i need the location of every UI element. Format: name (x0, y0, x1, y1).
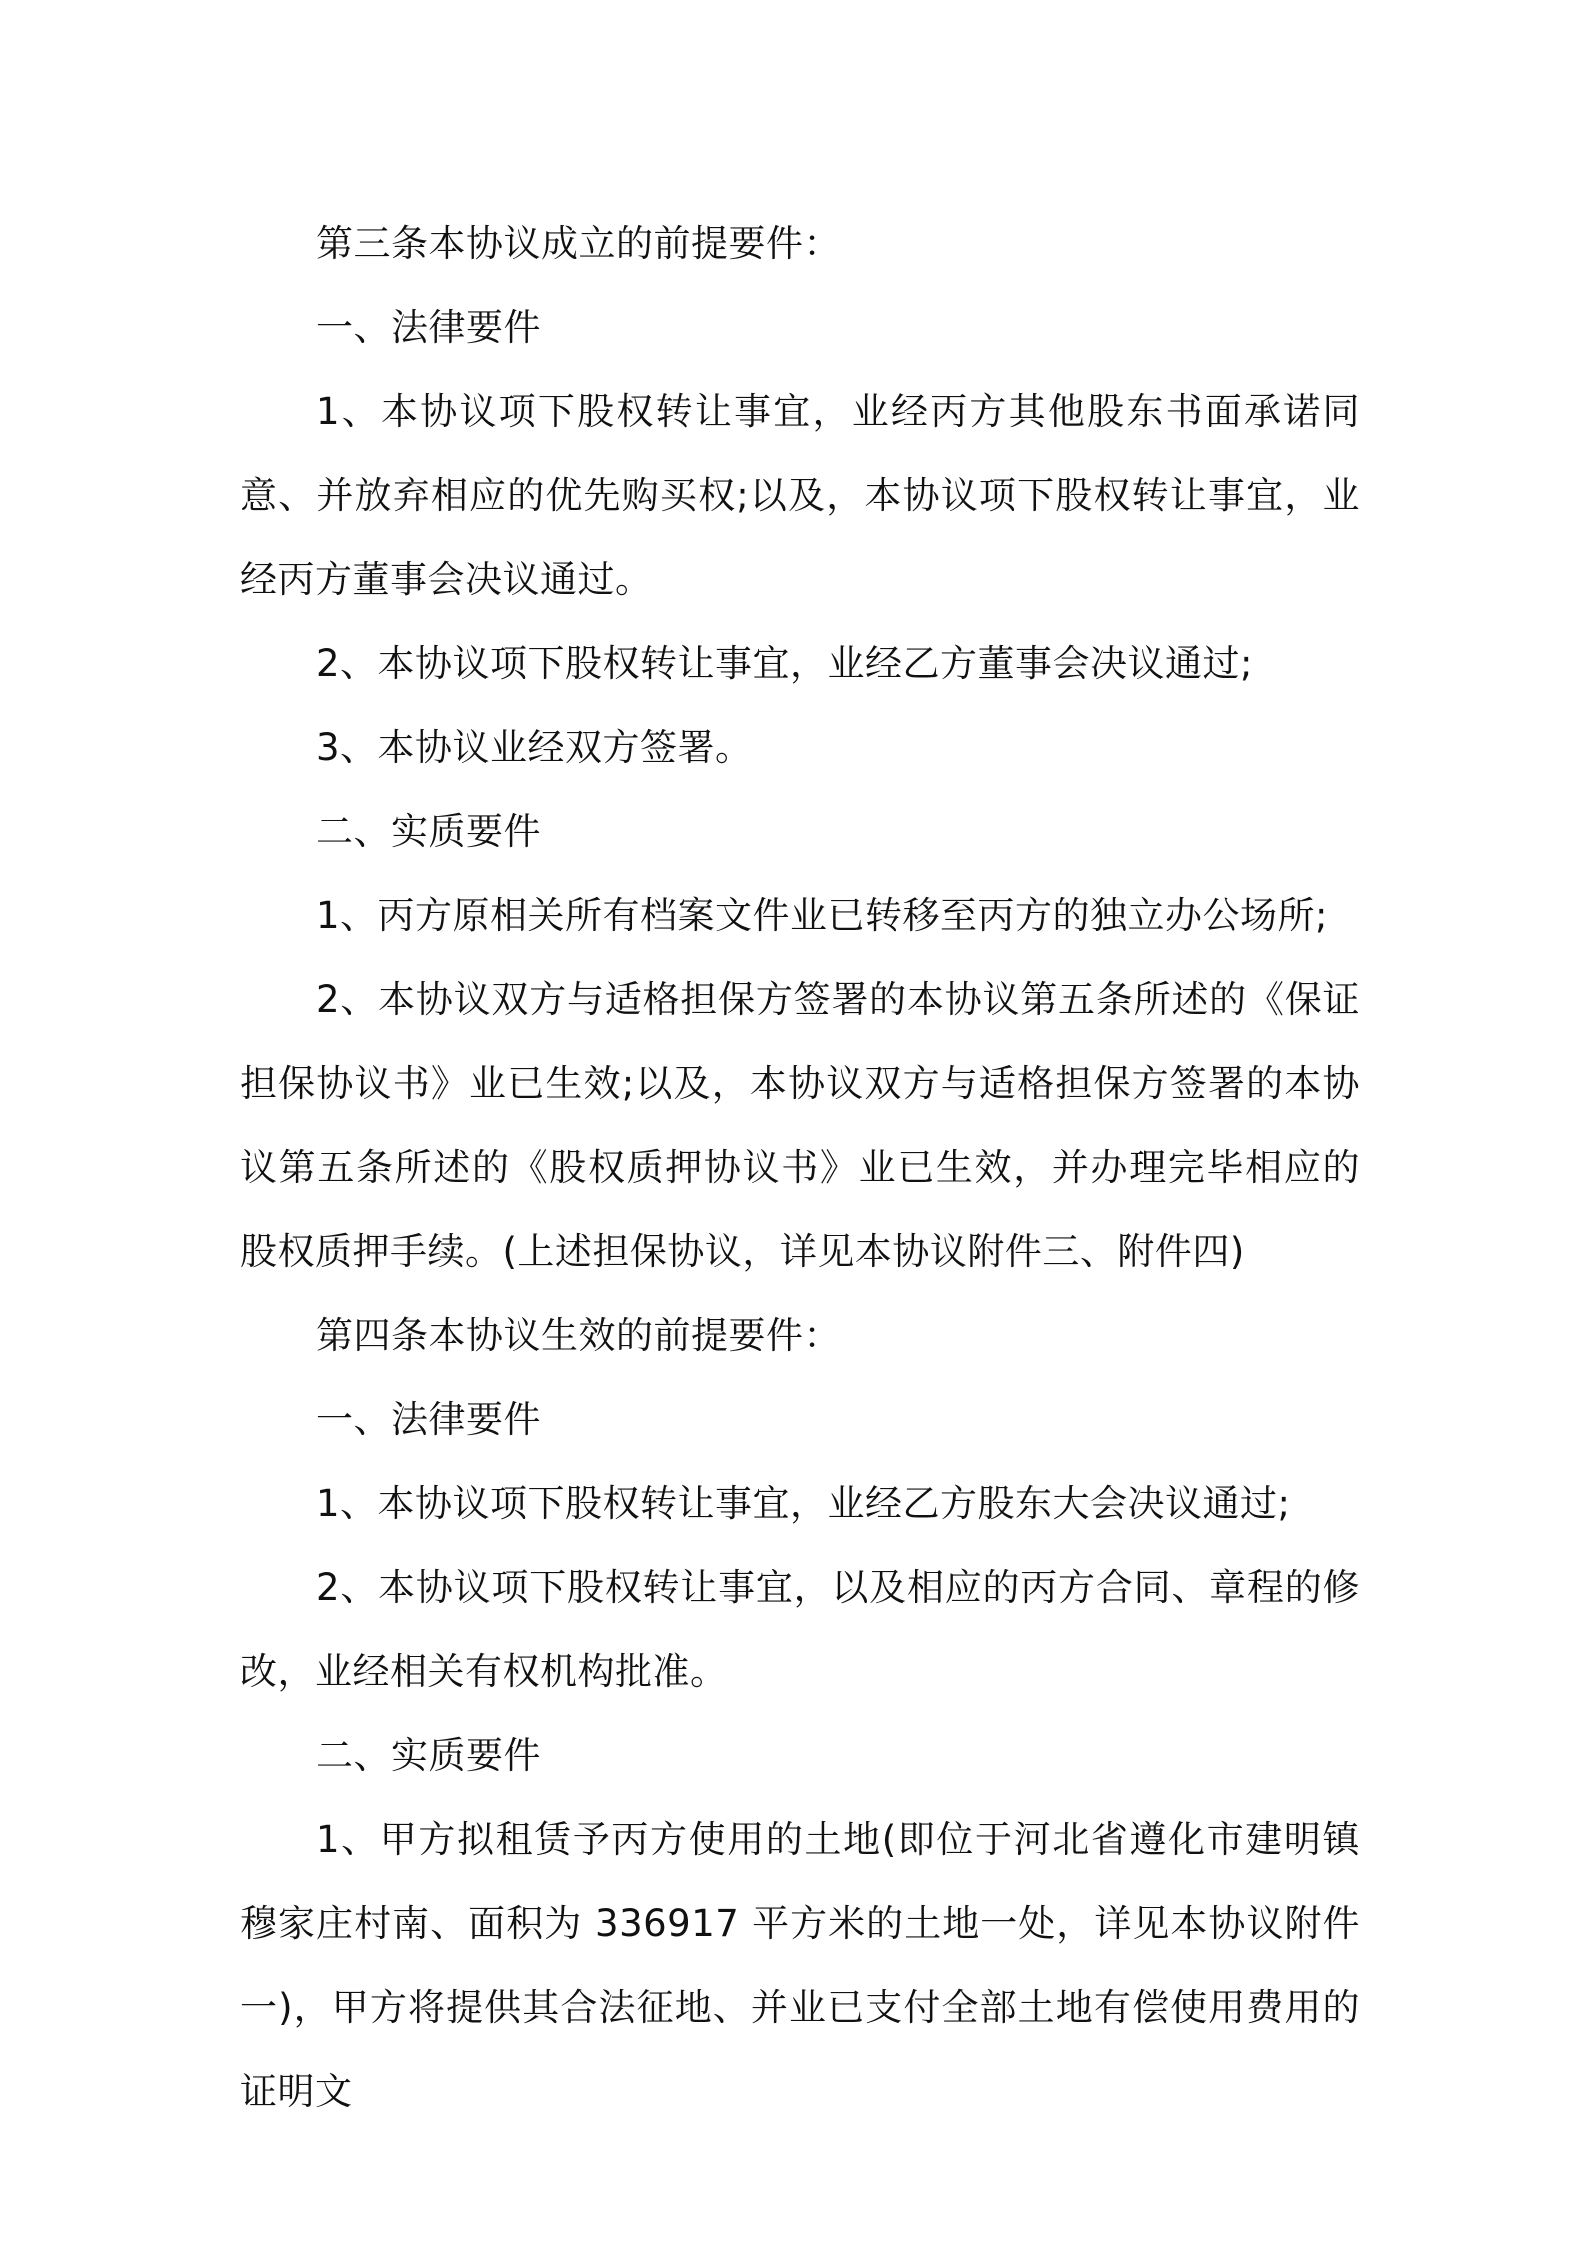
paragraph: 3、本协议业经双方签署。 (316, 726, 753, 769)
legal-requirements-heading: 一、法律要件 (316, 306, 541, 349)
article-3-heading: 第三条本协议成立的前提要件： (316, 222, 841, 265)
substantive-requirements-heading: 二、实质要件 (316, 1734, 541, 1777)
paragraph: 1、甲方拟租赁予丙方使用的土地(即位于河北省遵化市建明镇穆家庄村南、面积为 336917 平方米的土地一处，详见本协议附件一)，甲方将提供其合法征地、并业已支付全部土地有偿使用费用的证明文 (240, 1818, 1360, 2113)
paragraph: 1、丙方原相关所有档案文件业已转移至丙方的独立办公场所; (316, 894, 1329, 937)
substantive-requirements-heading: 二、实质要件 (316, 810, 541, 853)
document-body (240, 202, 1360, 2134)
paragraph: 1、本协议项下股权转让事宜，业经乙方股东大会决议通过; (316, 1482, 1291, 1525)
article-4-heading: 第四条本协议生效的前提要件： (316, 1314, 841, 1357)
paragraph: 2、本协议项下股权转让事宜，业经乙方董事会决议通过; (316, 642, 1254, 685)
paragraph: 1、本协议项下股权转让事宜，业经丙方其他股东书面承诺同意、并放弃相应的优先购买权;以及，本协议项下股权转让事宜，业经丙方董事会决议通过。 (240, 390, 1360, 601)
legal-requirements-heading: 一、法律要件 (316, 1398, 541, 1441)
paragraph: 2、本协议项下股权转让事宜，以及相应的丙方合同、章程的修改，业经相关有权机构批准。 (240, 1566, 1360, 1693)
paragraph: 2、本协议双方与适格担保方签署的本协议第五条所述的《保证担保协议书》业已生效;以及，本协议双方与适格担保方签署的本协议第五条所述的《股权质押协议书》业已生效，并办理完毕相应的股权质押手续。(上述担保协议，详见本协议附件三、附件四) (240, 978, 1360, 1273)
